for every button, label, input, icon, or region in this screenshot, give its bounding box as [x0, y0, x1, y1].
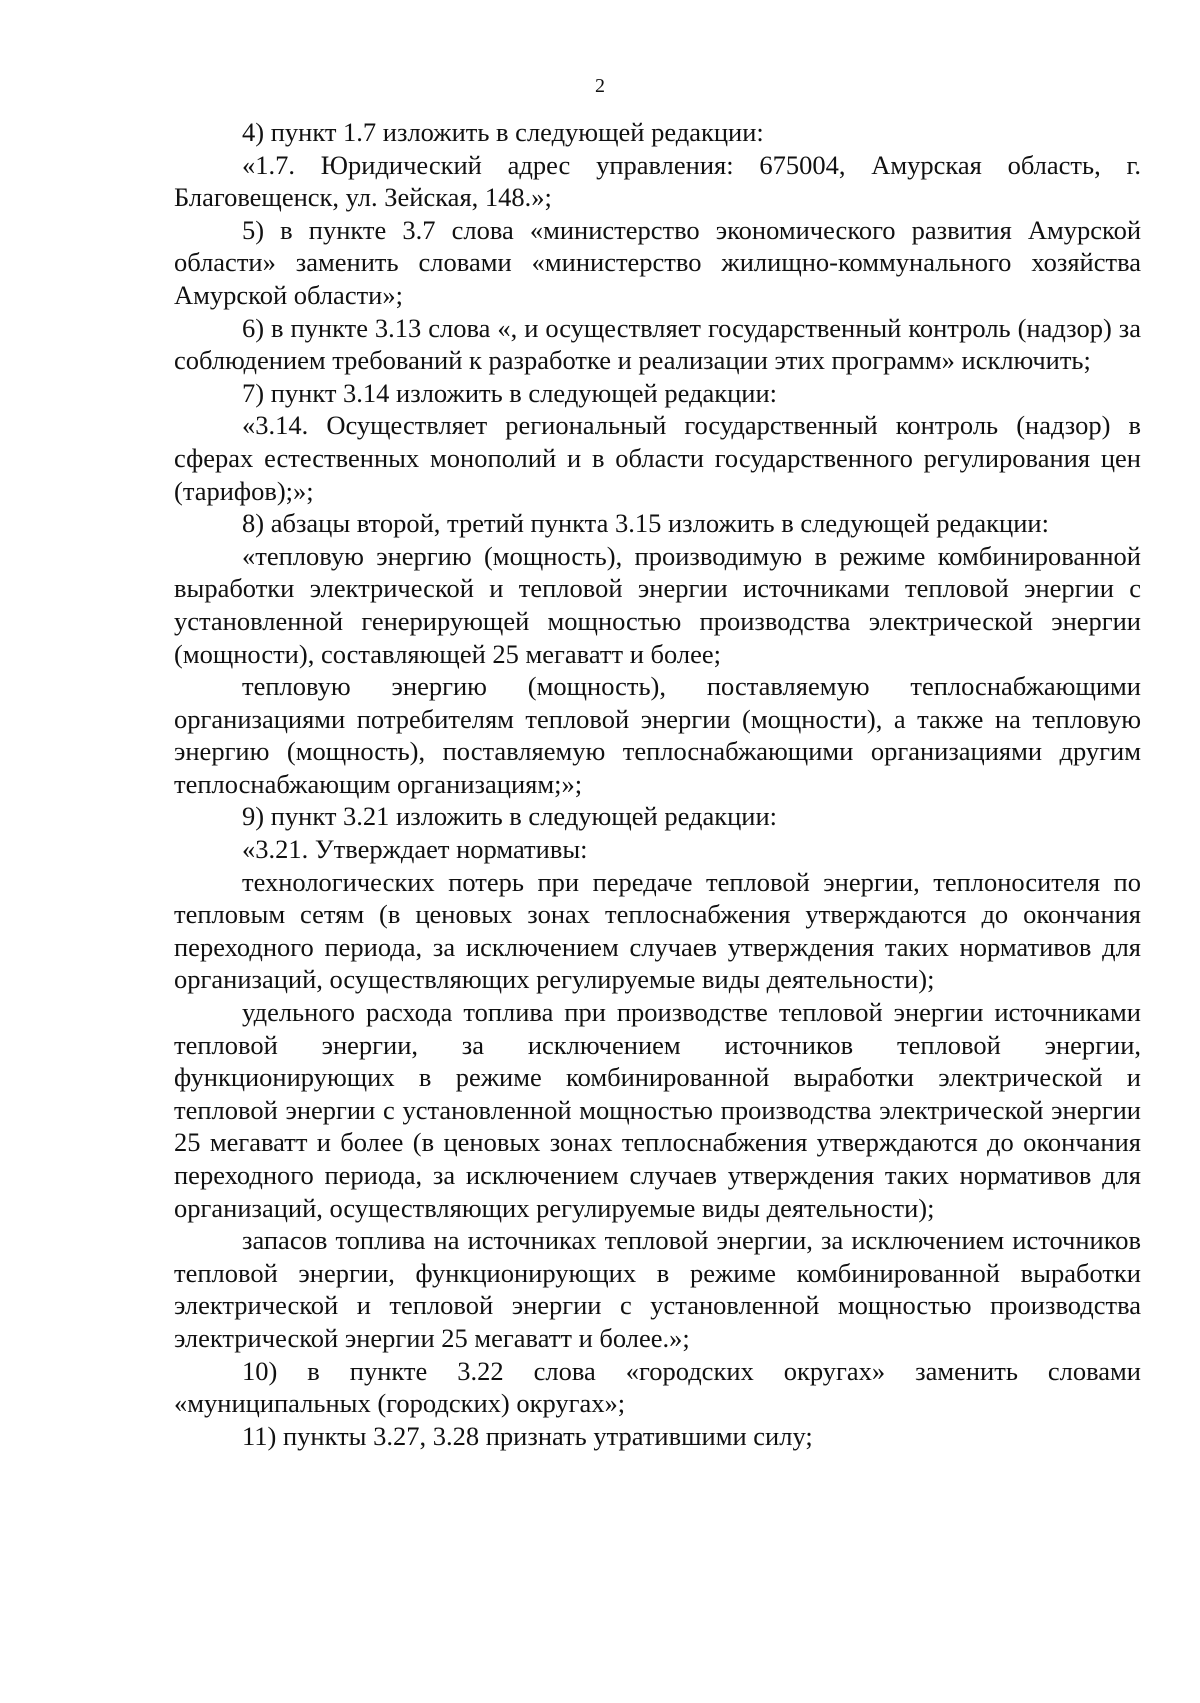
page-number: 2	[595, 75, 605, 97]
paragraph-item-5: 5) в пункте 3.7 слова «министерство экономического развития Амурской области» заменить словами «министерство жилищно-коммунального хозяйства Амурской области»;	[174, 214, 1141, 310]
paragraph-item-9: 9) пункт 3.21 изложить в следующей редакции:	[242, 801, 778, 832]
paragraph-legal-address: «1.7. Юридический адрес управления: 675004, Амурская область, г. Благовещенск, ул. Зейская, 148.»;	[174, 149, 1141, 213]
paragraph-item-4: 4) пункт 1.7 изложить в следующей редакции:	[242, 117, 764, 147]
paragraph-heat-energy-supply: тепловую энергию (мощность), поставляемую теплоснабжающими организациями потребителям тепловой энергии (мощности), а также на тепловую энергию (мощность), поставляемую теплоснабжающими организациями другим теплоснабжающим организациям;»;	[174, 671, 1141, 799]
paragraph-fuel-consumption: удельного расхода топлива при производстве тепловой энергии источниками тепловой энергии, за исключением источников тепловой энергии, функционирующих в режиме комбинированной выработки электрической и тепловой энергии с установленной мощностью производства электрической энергии 25 мегаватт и более (в ценовых зонах теплоснабжения утверждаются до окончания переходного периода, за исключением случаев утверждения таких нормативов для организаций, осуществляющих регулируемые виды деятельности);	[174, 997, 1141, 1223]
paragraph-item-7: 7) пункт 3.14 изложить в следующей редакции:	[242, 377, 778, 408]
paragraph-item-10: 10) в пункте 3.22 слова «городских округах» заменить словами «муниципальных (городских) округах»;	[174, 1355, 1141, 1419]
paragraph-3-21: «3.21. Утверждает нормативы:	[242, 834, 588, 865]
paragraph-technological-losses: технологических потерь при передаче тепловой энергии, теплоносителя по тепловым сетям (в ценовых зонах теплоснабжения утверждаются до окончания переходного периода, за исключением случаев утверждения таких нормативов для организаций, осуществляющих регулируемые виды деятельности);	[174, 866, 1141, 995]
document-body	[174, 116, 1141, 1452]
paragraph-item-8: 8) абзацы второй, третий пункта 3.15 изложить в следующей редакции:	[242, 508, 1049, 539]
paragraph-item-6: 6) в пункте 3.13 слова «, и осуществляет государственный контроль (надзор) за соблюдением требований к разработке и реализации этих программ» исключить;	[174, 312, 1141, 376]
paragraph-heat-energy-combined: «тепловую энергию (мощность), производимую в режиме комбинированной выработки электрической и тепловой энергии источниками тепловой энергии с установленной генерирующей мощностью производства электрической энергии (мощности), составляющей 25 мегаватт и более;	[174, 540, 1141, 669]
paragraph-fuel-reserves: запасов топлива на источниках тепловой энергии, за исключением источников тепловой энергии, функционирующих в режиме комбинированной выработки электрической и тепловой энергии с установленной мощностью производства электрической энергии 25 мегаватт и более.»;	[174, 1225, 1141, 1353]
paragraph-item-11: 11) пункты 3.27, 3.28 признать утратившими силу;	[242, 1420, 813, 1451]
paragraph-3-14: «3.14. Осуществляет региональный государственный контроль (надзор) в сферах естественных монополий и в области государственного регулирования цен (тарифов);»;	[174, 410, 1141, 506]
